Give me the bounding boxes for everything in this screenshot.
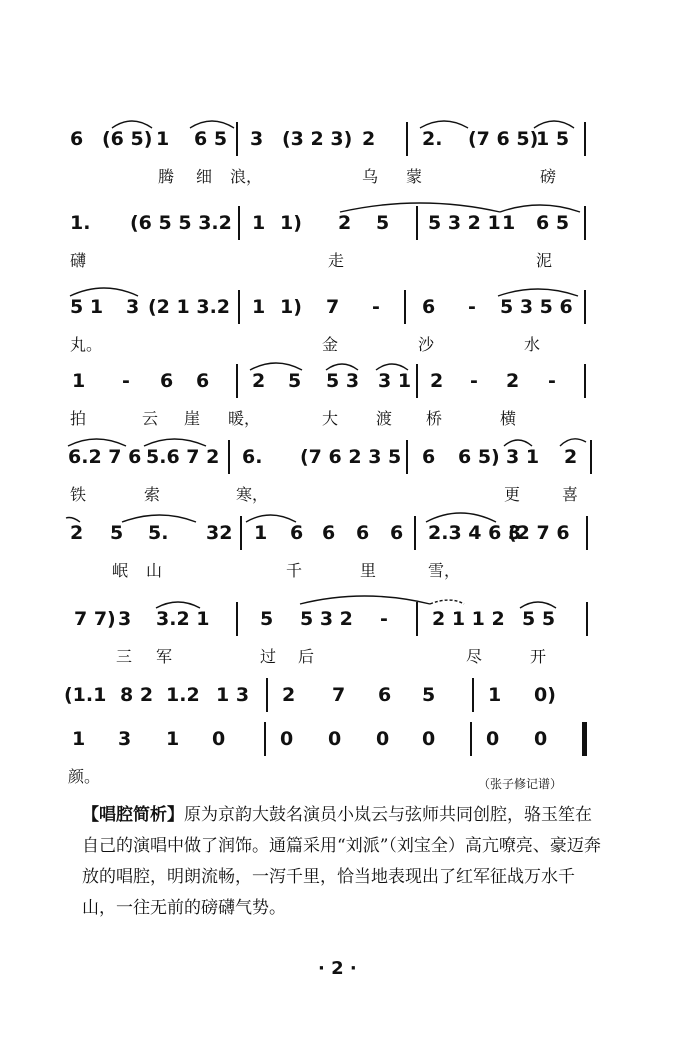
note: 8 2 [120,684,154,706]
commentary [82,800,602,924]
barline [236,364,238,398]
barline [584,290,586,324]
note: 1 [488,684,502,706]
final-barline [582,722,587,756]
note: 6 [378,684,392,706]
lyric: 暖， [228,409,261,428]
note: 2 [282,684,296,706]
note: 1 [72,370,86,392]
barline [470,722,472,756]
note: 6 [422,446,436,468]
note: 1.2 [166,684,200,706]
note: 6 [160,370,174,392]
note: 0 [280,728,294,750]
note: 6 5 [536,212,570,234]
note: 1 [252,296,266,318]
note: 5 3 2 1 [428,212,501,234]
note: 5 [288,370,302,392]
lyric: 雪， [428,561,461,580]
lyric: 拍 [70,409,87,428]
barline [228,440,230,474]
note: (7 6 5) [468,128,539,150]
note: 3 [118,728,132,750]
lyric: 寒， [236,485,269,504]
note: 1 5 [536,128,570,150]
barline [586,602,588,636]
note: 2 1 1 2 [432,608,505,630]
lyric: 泥 [536,251,553,270]
note: 5. [148,522,169,544]
note: 0 [376,728,390,750]
lyric: 金 [322,335,339,354]
lyric: 过 [260,647,277,666]
note: 3 [126,296,140,318]
barline [240,516,242,550]
barline [414,516,416,550]
lyric: 蒙 [406,167,423,186]
note: 6 [322,522,336,544]
note: 2.3 4 6 3 [428,522,522,544]
commentary-tag: 【唱腔简析】 [82,805,184,825]
lyric: 横 [500,409,517,428]
note: 6 5 [194,128,228,150]
note: 5 3 2 [300,608,353,630]
note: (6 5) [102,128,153,150]
lyric: 千 [286,561,303,580]
note: - [468,296,476,318]
note: 1 3 [216,684,250,706]
lyric: 磅 [540,167,557,186]
note: 2 [362,128,376,150]
note: 5.6 7 2 [146,446,220,468]
note: 5 5 [522,608,556,630]
lyric: 礴 [70,251,87,270]
note: 5 [376,212,390,234]
note: 6 [196,370,210,392]
note: 0 [422,728,436,750]
lyric: 丸。 [70,335,103,354]
note: 1 [502,212,516,234]
lyric: 乌 [362,167,379,186]
note: (6 5 5 3.2 [130,212,232,234]
lyric: 渡 [376,409,393,428]
note: 2 [70,522,84,544]
lyric: 索 [144,485,161,504]
lyric: 更 [504,485,521,504]
commentary-text: 原为京韵大鼓名演员小岚云与弦师共同创腔，骆玉笙在自己的演唱中做了润饰。通篇采用“刘派”（刘宝全）高亢嘹亮、豪迈奔放的唱腔，明朗流畅，一泻千里，恰当地表现出了红军征战万水千山，一往无前的磅礴气势。 [82,805,601,918]
lyric: 尽 [466,647,483,666]
barline [586,516,588,550]
note: 6.2 7 6 [68,446,142,468]
barline [472,678,474,712]
note: - [122,370,130,392]
note: 0 [212,728,226,750]
lyric: 颜。 [68,767,101,786]
transcriber-credit: （张子修记谱） [478,777,563,791]
note: 1) [280,212,302,234]
note: 0 [486,728,500,750]
note: 7 [326,296,340,318]
note: 5 3 [326,370,360,392]
note: 6 [70,128,84,150]
note: 1 [72,728,86,750]
note: (7 6 2 3 5 [300,446,402,468]
barline [584,364,586,398]
barline [406,440,408,474]
note: 2 [252,370,266,392]
barline [266,678,268,712]
note: (2 1 3.2 [148,296,231,318]
note: (1.1 [64,684,107,706]
note: 2. [422,128,443,150]
barline [584,122,586,156]
note: 2 [338,212,352,234]
note: 1 [252,212,266,234]
note: 5 3 5 6 [500,296,573,318]
note: 7 7) [74,608,116,630]
lyric: 崖 [184,409,201,428]
lyric: 岷 [112,561,129,580]
note: 6 [390,522,404,544]
note: 0 [534,728,548,750]
barline [404,290,406,324]
barline [236,602,238,636]
lyric: 云 [142,409,159,428]
lyric: 水 [524,335,541,354]
note: 1. [70,212,91,234]
lyric: 喜 [562,485,579,504]
barline [236,122,238,156]
lyric: 细 [196,167,213,186]
barline [416,602,418,636]
barline [416,364,418,398]
note: (2 7 6 [508,522,570,544]
note: 6 [422,296,436,318]
lyric: 浪， [230,167,263,186]
note: - [372,296,380,318]
lyric: 三 [116,647,133,666]
note: 32 [206,522,233,544]
barline [590,440,592,474]
note: 3.2 1 [156,608,210,630]
note: 3 1 [378,370,412,392]
note: 3 1 [506,446,540,468]
barline [264,722,266,756]
lyric: 开 [530,647,547,666]
note: 6. [242,446,263,468]
lyric: 军 [156,647,173,666]
lyric: 腾 [158,167,175,186]
lyric: 桥 [426,409,443,428]
note: (3 2 3) [282,128,353,150]
barline [406,122,408,156]
barline [416,206,418,240]
barline [584,206,586,240]
note: 1) [280,296,302,318]
page-number: · 2 · [318,958,357,979]
note: 5 [110,522,124,544]
barline [238,206,240,240]
lyric: 山 [146,561,163,580]
note: 6 [290,522,304,544]
note: 5 1 [70,296,104,318]
note: 5 [422,684,436,706]
barline [238,290,240,324]
note: 3 [250,128,264,150]
lyric: 里 [360,561,377,580]
note: 2 [506,370,520,392]
note: - [380,608,388,630]
note: 2 [430,370,444,392]
note: 5 [260,608,274,630]
note: - [470,370,478,392]
lyric: 后 [298,647,315,666]
note: 6 [356,522,370,544]
note: 1 [166,728,180,750]
note: 2 [564,446,578,468]
lyric: 沙 [418,335,435,354]
note: - [548,370,556,392]
note: 6 5) [458,446,500,468]
lyric: 大 [322,409,339,428]
note: 3 [118,608,132,630]
lyric: 铁 [70,485,87,504]
note: 0 [328,728,342,750]
note: 0) [534,684,556,706]
note: 1 [254,522,268,544]
lyric: 走 [328,251,345,270]
note: 7 [332,684,346,706]
note: 1 [156,128,170,150]
